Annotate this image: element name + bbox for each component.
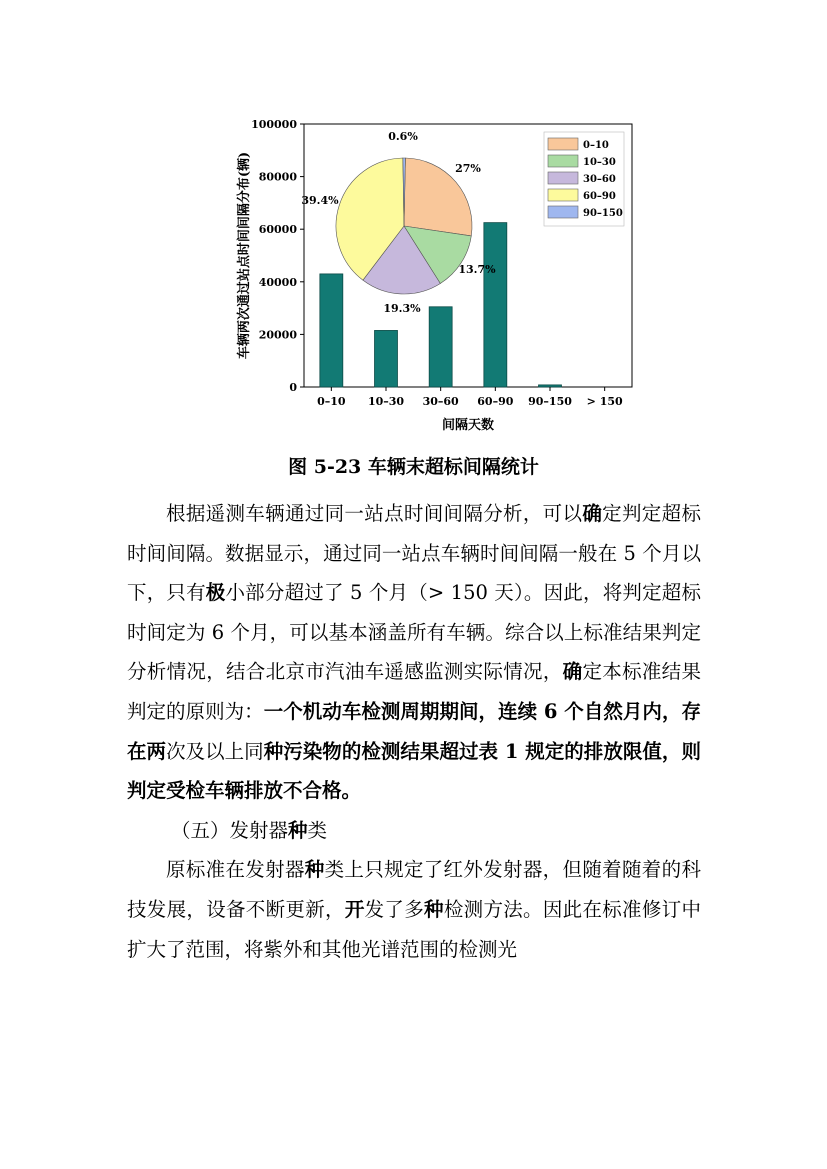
y-axis-label: 车辆两次通过站点时间间隔分布(辆)	[237, 151, 252, 360]
bar-pie-chart	[228, 112, 648, 442]
p1-span-5: 次及以上同	[166, 739, 264, 763]
bar-1	[375, 330, 398, 387]
legend-swatch-2	[548, 172, 578, 184]
p2-span-3: 发了多	[364, 897, 425, 921]
p1-bold-6: 种	[263, 739, 284, 763]
p2-bold-1: 种	[304, 858, 325, 882]
paragraph-2	[127, 850, 701, 969]
y-tick-label: 60000	[258, 223, 297, 237]
p1-span-4: 定本标准结果判定的原则为：	[127, 660, 701, 723]
heading-bold-1: 种	[288, 818, 308, 842]
section-heading	[127, 811, 701, 851]
p1-span-3: 小部分超过了 5 个月（> 150 天）。因此，将判定超标时间定为 6 个月，可以基本涵盖所有车辆。综合以上标准结果判定分析情况，结合北京市汽油车遥感监测实际情况，	[127, 581, 701, 684]
y-tick-label: 100000	[251, 118, 297, 131]
pie-label-4: 0.6%	[388, 130, 418, 143]
p1-bold-4: 一个机动车检测周期期间，连续 6 个自然月内，存在	[127, 699, 701, 763]
bar-2	[429, 307, 452, 387]
legend-label-1: 10–30	[583, 157, 616, 168]
heading-span-1: （五）发射器	[171, 818, 289, 842]
legend-label-3: 60–90	[583, 191, 616, 202]
legend-label-4: 90–150	[583, 208, 623, 219]
bar-3	[484, 223, 507, 387]
p1-bold-2: 极	[205, 581, 226, 605]
p2-span-2: 类上只规定了红外发射器，但随着随着的科技发展，设备不断更新，	[127, 858, 701, 921]
p1-span-1: 根据遥测车辆通过同一站点时间间隔分析，可以	[166, 502, 583, 525]
legend-swatch-0	[548, 138, 578, 150]
p1-bold-1: 确	[582, 502, 603, 525]
x-tick-label: 60–90	[477, 395, 514, 408]
body-text	[127, 494, 701, 969]
x-tick-label: 10–30	[367, 395, 405, 408]
pie-label-2: 19.3%	[383, 302, 421, 315]
p1-bold-5: 两	[146, 739, 167, 763]
pie-label-1: 13.7%	[458, 263, 496, 276]
p1-span-6: 污染物的检测结果超过表 1 规定的排放限值，则判定受检车辆排放不合格。	[127, 739, 701, 803]
p2-span-1: 原标准在发射器	[166, 858, 305, 882]
bar-4	[539, 385, 562, 387]
legend-swatch-3	[548, 189, 578, 201]
legend-label-0: 0–10	[583, 140, 609, 151]
figure	[228, 112, 648, 442]
y-tick-label: 20000	[258, 328, 297, 342]
p2-bold-2: 开	[344, 897, 365, 921]
figure-caption: 图 5-23 车辆末超标间隔统计	[288, 456, 539, 478]
p2-span-4: 检测方法。因此在标准修订中扩大了范围，将紫外和其他光谱范围的检测光	[127, 897, 701, 961]
x-tick-label: > 150	[586, 395, 623, 408]
legend-swatch-1	[548, 155, 578, 167]
y-tick-label: 40000	[258, 275, 297, 289]
heading-span-2: 类	[307, 818, 328, 842]
p2-bold-3: 种	[424, 897, 444, 921]
p1-span-2: 定判定超标时间间隔。数据显示，通过同一站点车辆时间间隔一般在 5 个月以下，只有	[127, 502, 701, 605]
legend-swatch-4	[548, 206, 578, 218]
pie-label-0: 27%	[455, 162, 481, 175]
pie-label-3: 39.4%	[301, 194, 339, 207]
x-axis-label: 间隔天数	[441, 418, 495, 433]
y-tick-label: 0	[289, 381, 297, 394]
x-tick-label: 90–150	[528, 395, 572, 408]
bar-0	[320, 274, 343, 387]
x-tick-label: 0–10	[317, 395, 346, 408]
x-tick-label: 30–60	[422, 395, 459, 408]
paragraph-1	[127, 494, 701, 811]
p1-bold-3: 确	[562, 660, 583, 684]
legend-label-2: 30–60	[583, 174, 616, 185]
y-tick-label: 80000	[258, 170, 297, 184]
